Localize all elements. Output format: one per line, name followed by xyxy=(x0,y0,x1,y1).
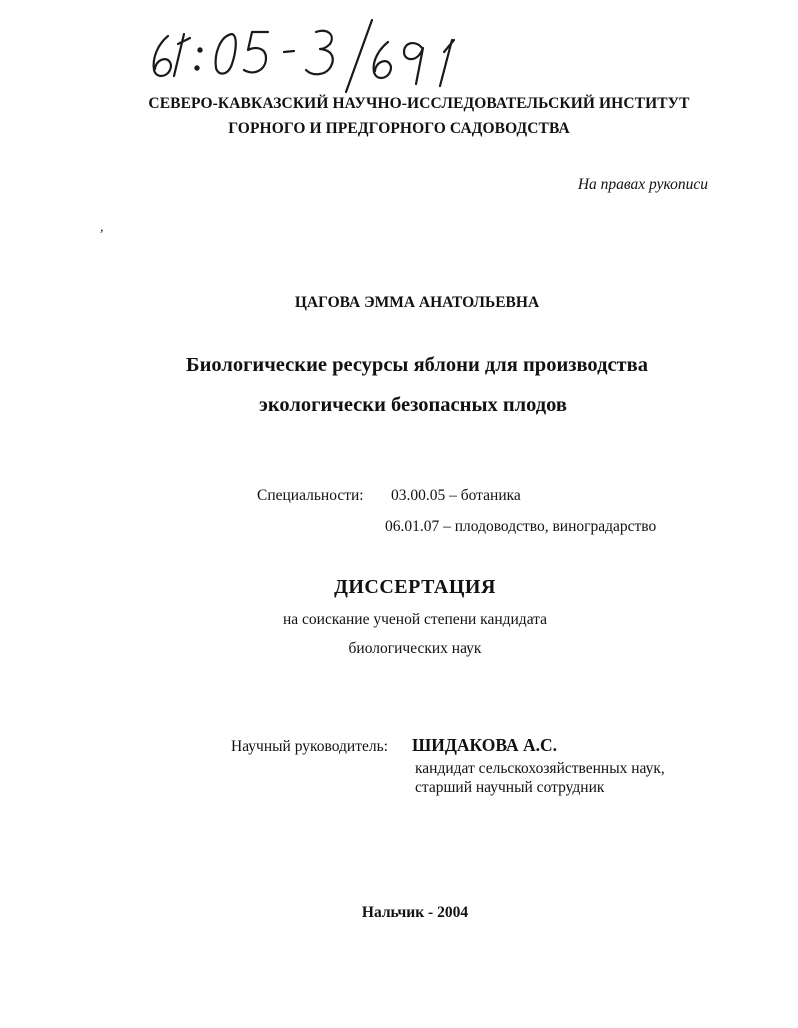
specialty-item-botany: 03.00.05 – ботаника xyxy=(391,487,521,504)
specialty-item-fruit-growing: 06.01.07 – плодоводство, виноградарство xyxy=(385,518,657,535)
place-and-year: Нальчик - 2004 xyxy=(361,904,469,921)
thesis-title-line-2: экологически безопасных плодов xyxy=(259,394,567,416)
thesis-title-line-1: Биологические ресурсы яблони для производства xyxy=(186,354,648,376)
supervisor-position: старший научный сотрудник xyxy=(415,779,605,796)
scan-speck-mark: , xyxy=(100,220,104,235)
institute-name-line-2: ГОРНОГО И ПРЕДГОРНОГО САДОВОДСТВА xyxy=(228,120,570,137)
author-name: ЦАГОВА ЭММА АНАТОЛЬЕВНА xyxy=(294,294,540,311)
handwritten-archive-code xyxy=(140,14,480,94)
institute-name-line-1: СЕВЕРО-КАВКАЗСКИЙ НАУЧНО-ИССЛЕДОВАТЕЛЬСКИЙ ИНСТИТУТ xyxy=(148,95,690,112)
supervisor-name: ШИДАКОВА А.С. xyxy=(412,735,557,755)
specialties-label: Специальности: xyxy=(257,487,364,504)
document-type-heading: ДИССЕРТАЦИЯ xyxy=(334,576,496,598)
supervisor-label: Научный руководитель: xyxy=(231,738,388,755)
archive-code-text: 61:05-3/691 xyxy=(140,14,145,15)
degree-line-1: на соискание ученой степени кандидата xyxy=(282,611,548,628)
degree-line-2: биологических наук xyxy=(348,640,482,657)
manuscript-rights-note: На правах рукописи xyxy=(577,176,708,193)
supervisor-degree: кандидат сельскохозяйственных наук, xyxy=(415,760,665,777)
